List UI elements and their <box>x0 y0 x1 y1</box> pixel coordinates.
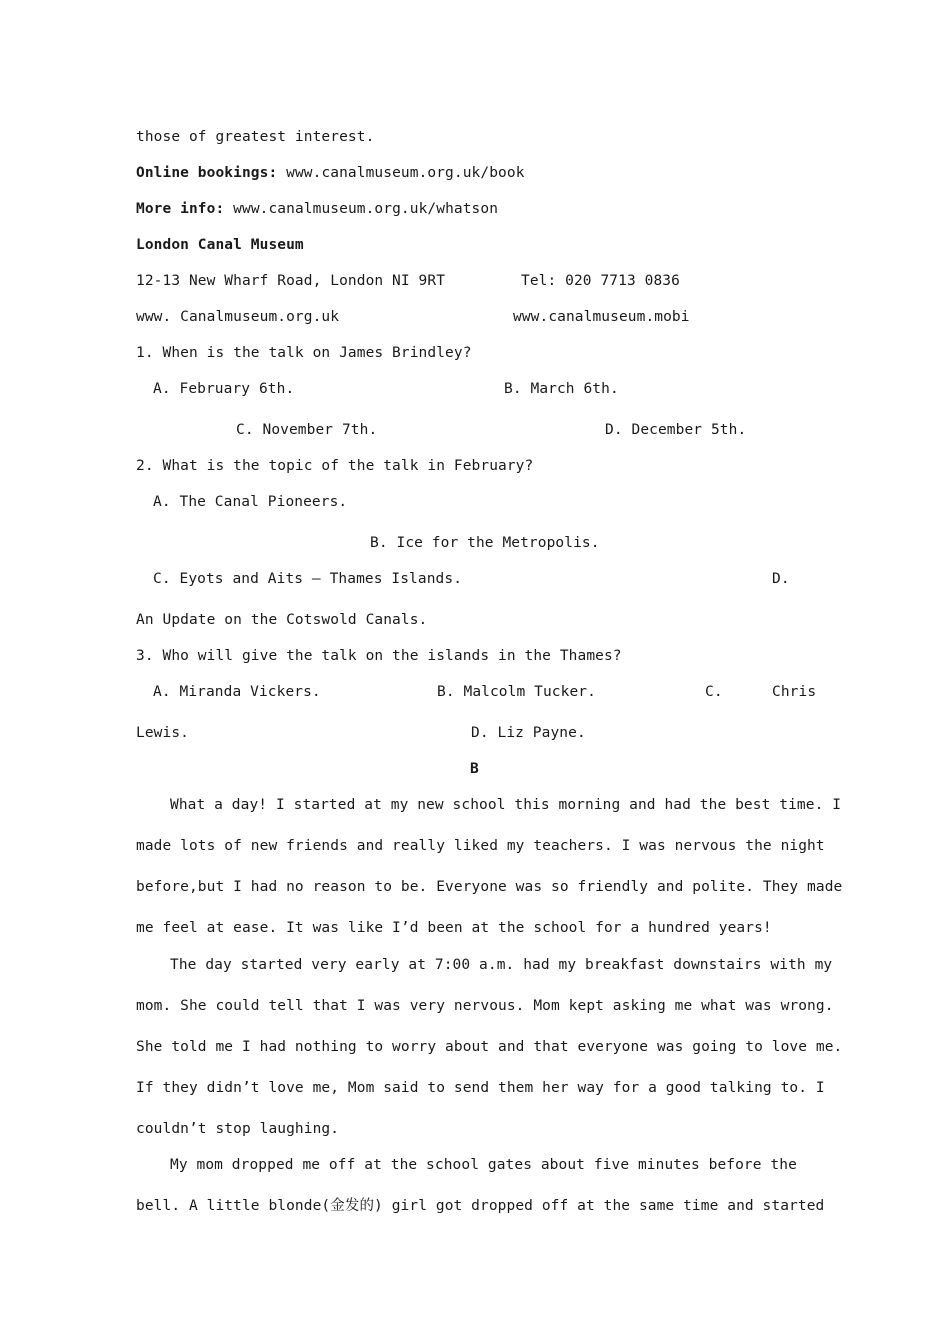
question-1-option-a: A. February 6th. <box>153 381 295 397</box>
question-1-option-b: B. March 6th. <box>504 381 619 397</box>
museum-website[interactable]: www. Canalmuseum.org.uk <box>136 309 340 325</box>
question-3-option-b: B. Malcolm Tucker. <box>437 684 596 700</box>
passage-p2-line-1: The day started very early at 7:00 a.m. had my breakfast downstairs with my <box>170 957 833 973</box>
museum-mobile-website[interactable]: www.canalmuseum.mobi <box>513 309 690 325</box>
question-1-option-c: C. November 7th. <box>236 422 378 438</box>
museum-name: London Canal Museum <box>136 237 304 253</box>
passage-p1-line-3: before,but I had no reason to be. Everyone was so friendly and polite. They made <box>136 879 843 895</box>
question-2-option-b: B. Ice for the Metropolis. <box>370 535 600 551</box>
question-2-stem: 2. What is the topic of the talk in February? <box>136 458 534 474</box>
question-2-option-a: A. The Canal Pioneers. <box>153 494 348 510</box>
more-info-label: More info: <box>136 201 225 217</box>
question-2-option-d-label: D. <box>772 571 790 587</box>
question-2-option-c: C. Eyots and Aits — Thames Islands. <box>153 571 463 587</box>
section-b-heading: B <box>470 761 479 777</box>
question-1-stem: 1. When is the talk on James Brindley? <box>136 345 472 361</box>
passage-p2-line-3: She told me I had nothing to worry about and that everyone was going to love me. <box>136 1039 843 1055</box>
more-info-url[interactable]: www.canalmuseum.org.uk/whatson <box>233 201 499 217</box>
museum-tel: Tel: 020 7713 0836 <box>521 273 680 289</box>
passage-p1-line-2: made lots of new friends and really liked my teachers. I was nervous the night <box>136 838 825 854</box>
question-2-option-d-text: An Update on the Cotswold Canals. <box>136 612 428 628</box>
question-3-stem: 3. Who will give the talk on the islands in the Thames? <box>136 648 622 664</box>
online-bookings-url[interactable]: www.canalmuseum.org.uk/book <box>286 165 525 181</box>
passage-p1-line-1: What a day! I started at my new school this morning and had the best time. I <box>170 797 842 813</box>
passage-p2-line-4: If they didn’t love me, Mom said to send them her way for a good talking to. I <box>136 1080 825 1096</box>
question-3-option-c-label: C. <box>705 684 723 700</box>
online-bookings-label: Online bookings: <box>136 165 278 181</box>
question-3-option-c-word: Chris <box>772 684 817 700</box>
museum-address: 12-13 New Wharf Road, London NI 9RT <box>136 273 446 289</box>
passage-p2-line-5: couldn’t stop laughing. <box>136 1121 340 1137</box>
passage-p2-line-2: mom. She could tell that I was very nervous. Mom kept asking me what was wrong. <box>136 998 834 1014</box>
question-3-option-c-continued: Lewis. <box>136 725 189 741</box>
passage-p3-line-2: bell. A little blonde(金发的) girl got dropped off at the same time and started <box>136 1198 825 1214</box>
passage-p3-line-1: My mom dropped me off at the school gates about five minutes before the <box>170 1157 797 1173</box>
question-3-option-a: A. Miranda Vickers. <box>153 684 321 700</box>
question-1-option-d: D. December 5th. <box>605 422 747 438</box>
more-info-line <box>136 199 498 219</box>
online-bookings-line <box>136 163 525 183</box>
intro-tail: those of greatest interest. <box>136 129 375 145</box>
passage-p1-line-4: me feel at ease. It was like I’d been at the school for a hundred years! <box>136 920 772 936</box>
question-3-option-d: D. Liz Payne. <box>471 725 586 741</box>
